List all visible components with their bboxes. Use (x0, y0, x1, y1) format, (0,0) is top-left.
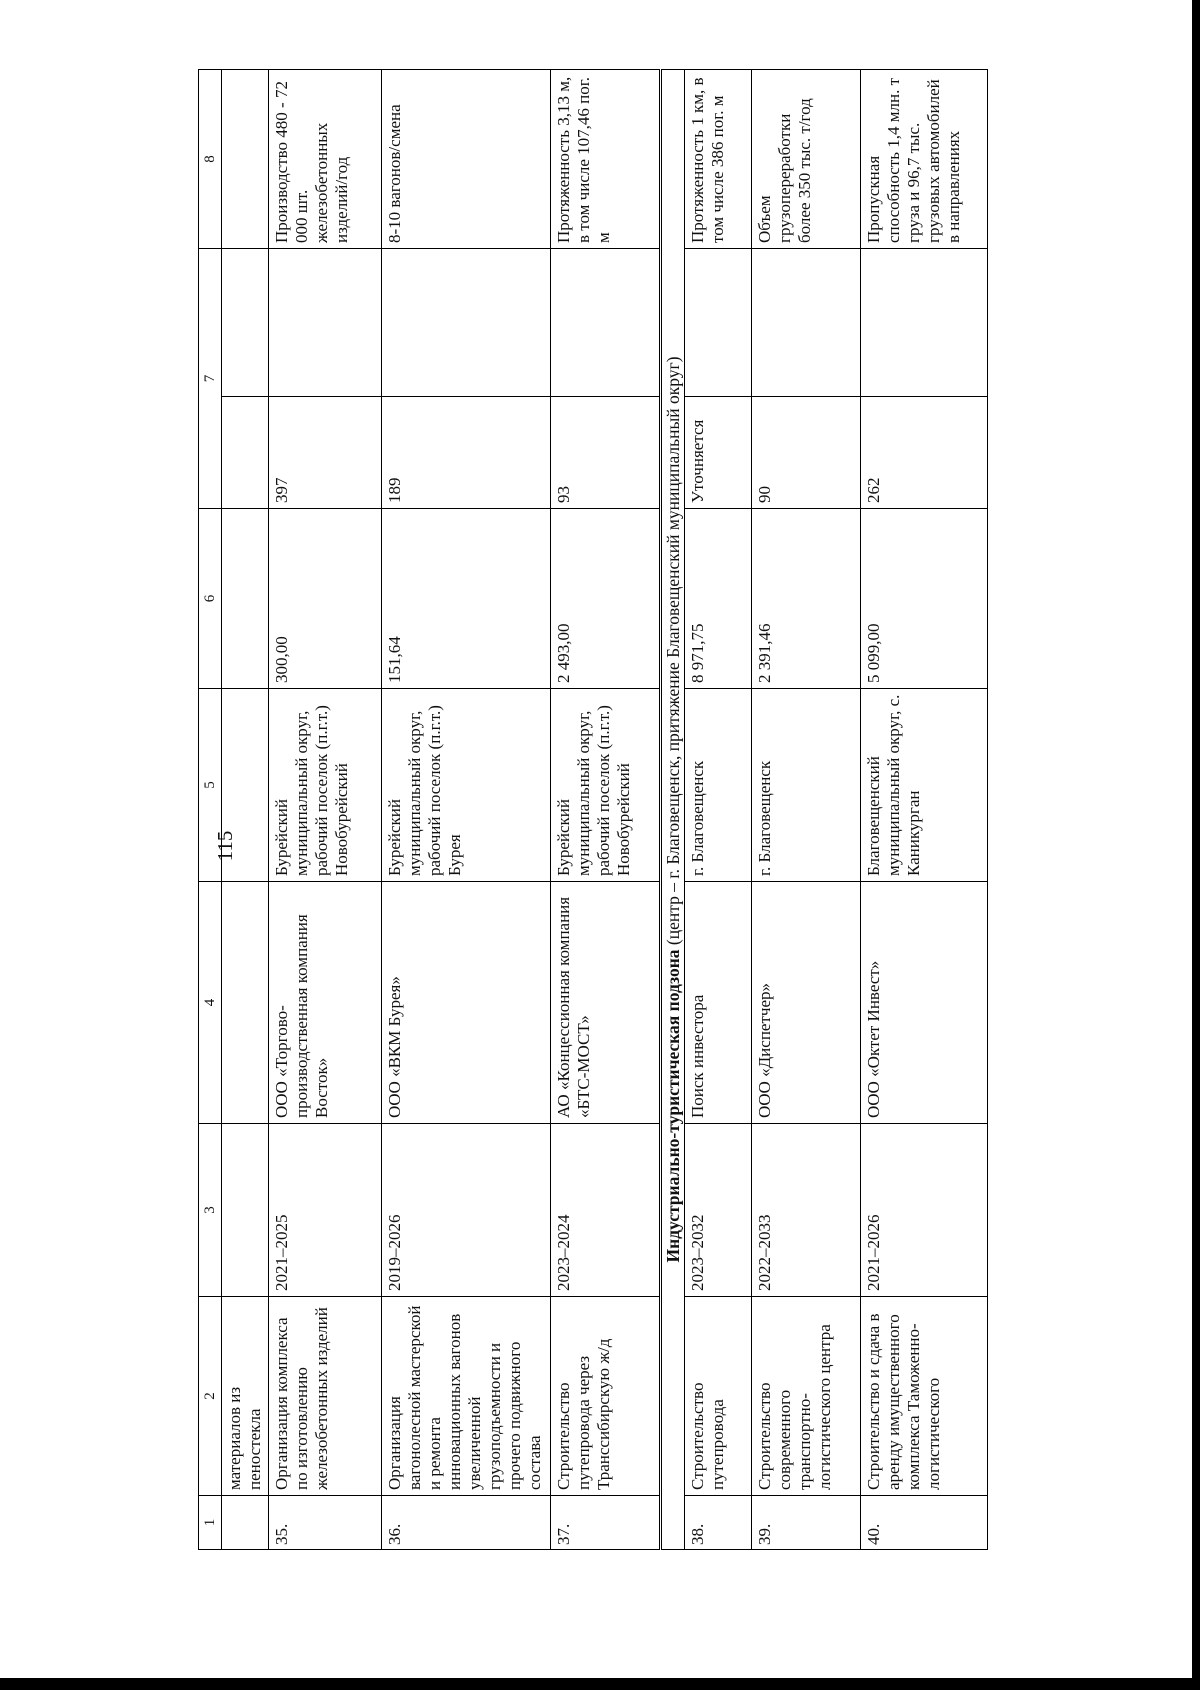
project-location: г. Благовещенск (752, 689, 861, 882)
row-number: 40. (861, 1496, 988, 1550)
project-col7 (685, 249, 752, 397)
header-cell-1: 1 (199, 1496, 222, 1550)
row-number: 39. (752, 1496, 861, 1550)
projects-table (198, 69, 988, 1550)
header-row (199, 70, 222, 1550)
table-row (551, 70, 661, 1550)
project-col7 (861, 249, 988, 397)
project-period: 2021–2025 (269, 1124, 382, 1297)
project-cost: 5 099,00 (861, 509, 988, 689)
project-period: 2023–2032 (685, 1124, 752, 1297)
cont-empty-cell (222, 1124, 269, 1297)
project-capacity: Объем грузопереработки более 350 тыс. т/год (752, 70, 861, 249)
project-capacity: 8-10 вагонов/смена (382, 70, 551, 249)
row-number: 36. (382, 1496, 551, 1550)
header-cell-8: 8 (199, 70, 222, 249)
cont-empty-cell (222, 70, 269, 249)
cont-empty-cell (222, 689, 269, 882)
header-cell-5: 5 (199, 689, 222, 882)
project-location: Бурейский муниципальный округ, рабочий поселок (п.г.т.) Новобурейский (551, 689, 661, 882)
continuation-row (222, 70, 269, 1550)
project-name: Строительство путепровода через Транссибирскую ж/д (551, 1297, 661, 1496)
table-row (685, 70, 752, 1550)
rotated-table-container (198, 70, 998, 1550)
section-title (661, 70, 685, 1550)
project-jobs: 262 (861, 397, 988, 509)
cont-num-cell (222, 1496, 269, 1550)
header-cell-6: 6 (199, 509, 222, 689)
project-cost: 8 971,75 (685, 509, 752, 689)
cont-name-cell: материалов из пеностекла (222, 1297, 269, 1496)
project-investor: Поиск инвестора (685, 882, 752, 1124)
project-col7 (269, 249, 382, 397)
project-location: г. Благовещенск (685, 689, 752, 882)
project-period: 2023–2024 (551, 1124, 661, 1297)
page-number: 115 (213, 830, 237, 862)
project-period: 2021–2026 (861, 1124, 988, 1297)
project-capacity: Протяженность 1 км, в том числе 386 пог. м (685, 70, 752, 249)
project-name: Строительство и сдача в аренду имущественного комплекса Таможенно-логистического (861, 1297, 988, 1496)
project-investor: ООО «Октет Инвест» (861, 882, 988, 1124)
project-cost: 300,00 (269, 509, 382, 689)
cont-empty-cell (222, 249, 269, 397)
project-period: 2022–2033 (752, 1124, 861, 1297)
cont-empty-cell (222, 509, 269, 689)
table-row (269, 70, 382, 1550)
table-row (382, 70, 551, 1550)
page-edge-bottom (0, 1678, 1200, 1690)
header-cell-3: 3 (199, 1124, 222, 1297)
project-name: Организация комплекса по изготовлению железобетонных изделий (269, 1297, 382, 1496)
project-jobs: 90 (752, 397, 861, 509)
project-cost: 2 493,00 (551, 509, 661, 689)
section-row (661, 70, 685, 1550)
section-title-bold: Индустриально-туристическая подзона (663, 949, 683, 1263)
project-cost: 2 391,46 (752, 509, 861, 689)
table-row (861, 70, 988, 1550)
project-name: Строительство путепровода (685, 1297, 752, 1496)
cont-empty-cell (222, 882, 269, 1124)
project-col7 (752, 249, 861, 397)
project-cost: 151,64 (382, 509, 551, 689)
project-investor: АО «Концессионная компания «БТС-МОСТ» (551, 882, 661, 1124)
project-investor: ООО «Диспетчер» (752, 882, 861, 1124)
section-title-rest: (центр – г. Благовещенск, притяжение Благовещенский муниципальный округ) (663, 356, 683, 950)
project-name: Строительство современного транспортно-логистического центра (752, 1297, 861, 1496)
project-col7 (382, 249, 551, 397)
project-investor: ООО «Торгово-производственная компания Восток» (269, 882, 382, 1124)
project-jobs: 93 (551, 397, 661, 509)
table-row (752, 70, 861, 1550)
project-jobs: 397 (269, 397, 382, 509)
cont-empty-cell (222, 397, 269, 509)
project-investor: ООО «ВКМ Бурея» (382, 882, 551, 1124)
project-location: Благовещенский муниципальный округ, с. Каникурган (861, 689, 988, 882)
project-col7 (551, 249, 661, 397)
project-capacity: Производство 480 - 72 000 шт. железобетонных изделий/год (269, 70, 382, 249)
header-cell-4: 4 (199, 882, 222, 1124)
row-number: 37. (551, 1496, 661, 1550)
project-capacity: Протяженность 3,13 м, в том числе 107,46 пог. м (551, 70, 661, 249)
project-period: 2019–2026 (382, 1124, 551, 1297)
header-cell-2: 2 (199, 1297, 222, 1496)
project-location: Бурейский муниципальный округ, рабочий поселок (п.г.т.) Новобурейский (269, 689, 382, 882)
row-number: 38. (685, 1496, 752, 1550)
header-cell-7: 7 (199, 249, 222, 509)
project-location: Бурейский муниципальный округ, рабочий поселок (п.г.т.) Бурея (382, 689, 551, 882)
project-jobs: Уточняется (685, 397, 752, 509)
project-jobs: 189 (382, 397, 551, 509)
project-name: Организация вагонолесной мастерской и ремонта инновационных вагонов увеличенной грузоподъемности и прочего подвижного состава (382, 1297, 551, 1496)
page-edge-right (1192, 0, 1200, 1690)
project-capacity: Пропускная способность 1,4 млн. т груза и 96,7 тыс. грузовых автомобилей в направлениях (861, 70, 988, 249)
row-number: 35. (269, 1496, 382, 1550)
